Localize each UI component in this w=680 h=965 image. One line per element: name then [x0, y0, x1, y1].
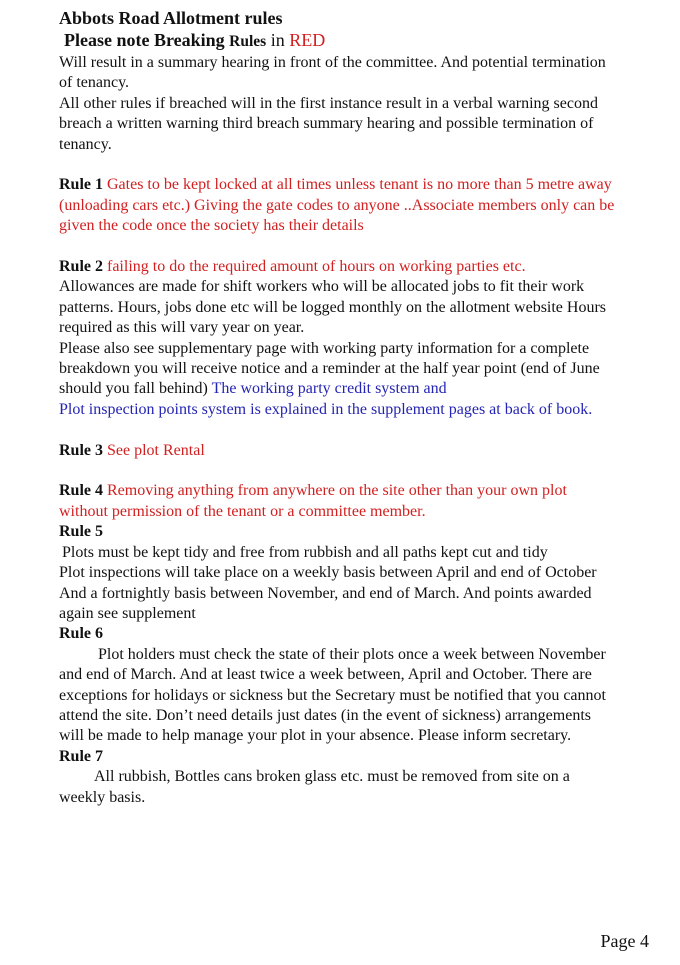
spacer — [59, 155, 619, 175]
rule-3-text: See plot Rental — [103, 441, 205, 459]
rule-7-heading: Rule 7 — [59, 747, 103, 765]
rule-2-blue-1: The working party credit system and — [211, 380, 447, 398]
subtitle-red: RED — [289, 30, 326, 50]
rule-6-heading-line — [59, 624, 619, 644]
rule-2-heading: Rule 2 — [59, 258, 103, 276]
rule-2-body-1: Allowances are made for shift workers who will be allocated jobs to fit their work patterns. Hours, jobs done etc will be logged monthly on the allotment website Hours required as this will vary year on year. — [59, 278, 607, 337]
intro-paragraph-1: Will result in a summary hearing in front of the committee. And potential termination of tenancy. — [59, 54, 606, 92]
document-page — [59, 8, 619, 808]
spacer — [59, 461, 619, 481]
intro-paragraph-2: All other rules if breached will in the first instance result in a verbal warning second breach a written warning third breach summary hearing and possible termination of tenancy. — [59, 94, 598, 153]
page-number: Page 4 — [600, 931, 649, 951]
rule-4-text: Removing anything from anywhere on the site other than your own plot without permission of the tenant or a committee member. — [59, 482, 567, 520]
rule-1-heading: Rule 1 — [59, 176, 103, 194]
rule-5-line-3: And a fortnightly basis between November, and end of March. And points awarded again see supplement — [59, 584, 592, 622]
rule-5-heading-line — [59, 522, 619, 542]
rule-7-text: All rubbish, Bottles cans broken glass etc. must be removed from site on a weekly basis. — [59, 768, 570, 806]
rule-1-text: Gates to be kept locked at all times unless tenant is no more than 5 metre away (unloading cars etc.) Giving the gate codes to anyone ..Associate members only can be given the code once the society has their details — [59, 176, 615, 235]
rule-5-heading: Rule 5 — [59, 523, 103, 541]
subtitle-prefix: Please note — [64, 30, 154, 50]
rule-4-heading: Rule 4 — [59, 482, 103, 500]
rule-2-body-2 — [59, 339, 619, 400]
rule-2-red-text: failing to do the required amount of hours on working parties etc. — [103, 258, 526, 276]
rule-6-heading: Rule 6 — [59, 625, 103, 643]
rule-7-heading-line — [59, 747, 619, 767]
subtitle-rules: Rules — [229, 33, 267, 50]
rule-5-line-2: Plot inspections will take place on a weekly basis between April and end of October — [59, 564, 597, 582]
subtitle-mid: in — [266, 30, 290, 50]
rule-3-heading: Rule 3 — [59, 441, 103, 459]
rule-2-body-2-text: Please also see supplementary page with working party information for a complete breakdown you will receive notice and a reminder at the half year point (end of June should you fall behind) — [59, 339, 600, 398]
rule-5-line-1: Plots must be kept tidy and free from rubbish and all paths kept cut and tidy — [62, 543, 548, 561]
rule-1 — [59, 175, 619, 236]
rule-2 — [59, 257, 619, 277]
rule-6-text: Plot holders must check the state of their plots once a week between November and end of March. And at least twice a week between, April and October. There are exceptions for holidays or sickness but the Secretary must be notified that you cannot attend the site. Don’t need details just dates (in the event of sickness) arrangements will be made to help manage your plot in your absence. Please inform secretary. — [59, 645, 606, 745]
subtitle-breaking: Breaking — [153, 30, 230, 50]
document-title: Abbots Road Allotment rules — [59, 8, 283, 28]
rule-4 — [59, 481, 619, 522]
rule-2-blue-2: Plot inspection points system is explained in the supplement pages at back of book. — [59, 400, 593, 418]
spacer — [59, 237, 619, 257]
document-subtitle — [64, 29, 619, 53]
spacer — [59, 420, 619, 440]
rule-3 — [59, 441, 619, 461]
